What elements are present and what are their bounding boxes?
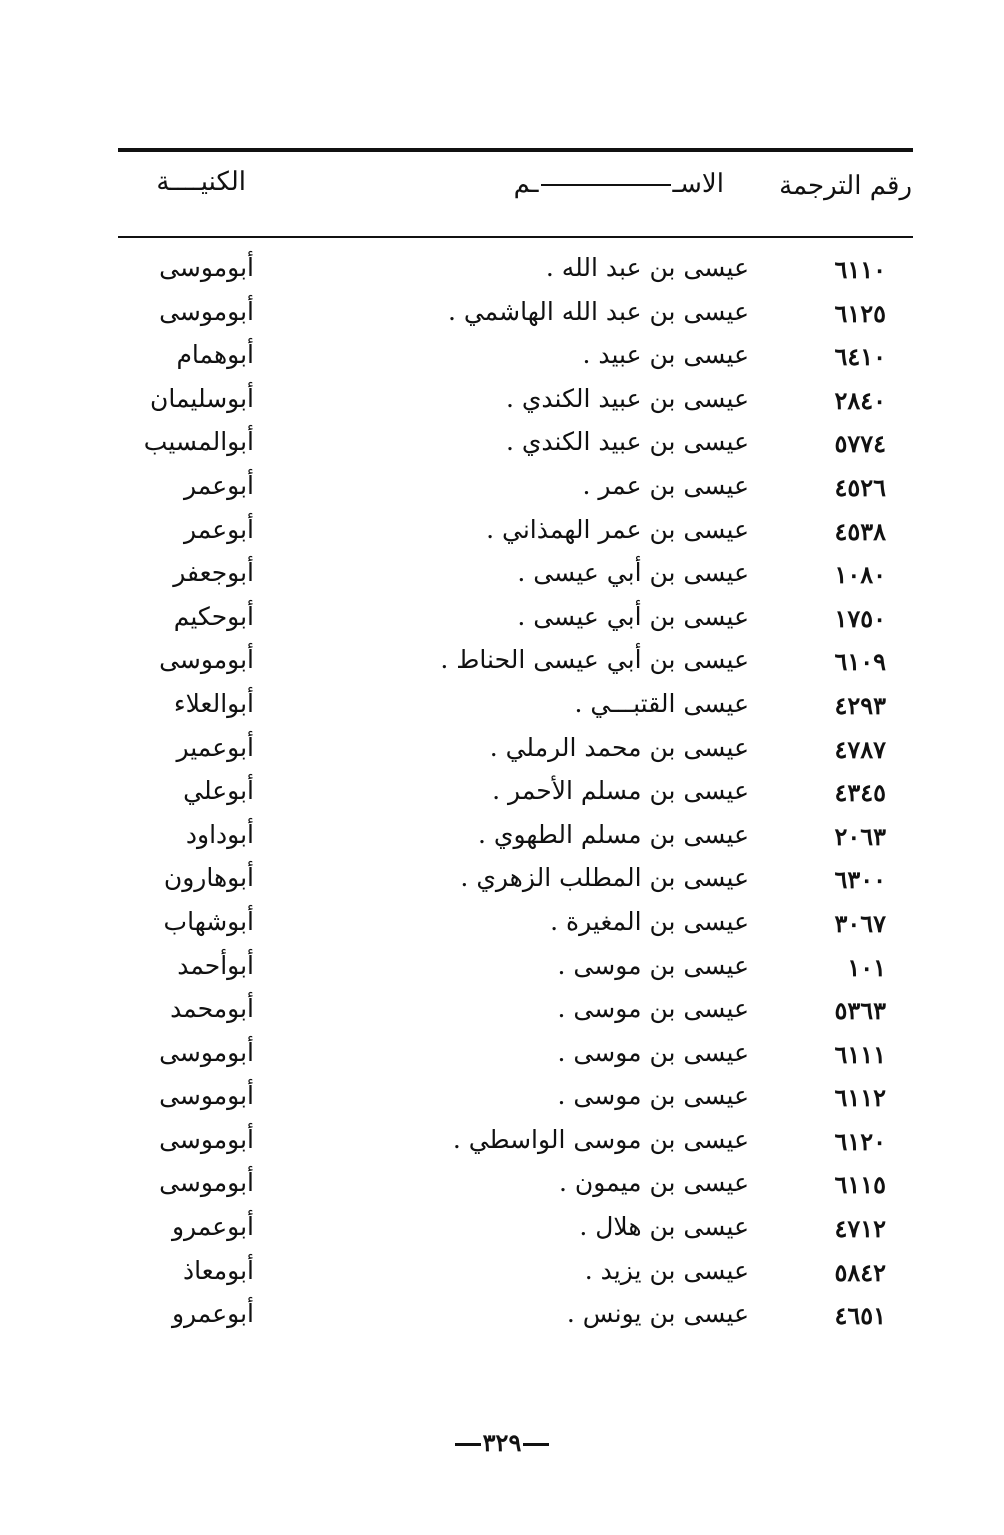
table-row bbox=[0, 336, 1004, 380]
name-header-tatweel bbox=[541, 184, 671, 186]
entry-number: ٦٣٠٠ bbox=[834, 865, 886, 895]
entry-name: عيسى بن أبي عيسى . bbox=[517, 601, 749, 631]
table-row bbox=[0, 1208, 1004, 1252]
entry-number: ٦١١٥ bbox=[834, 1170, 886, 1200]
entry-name: عيسى بن موسى . bbox=[557, 1081, 749, 1111]
entry-kunya: أبوموسى bbox=[159, 1124, 254, 1154]
entry-kunya: أبوموسى bbox=[159, 1168, 254, 1198]
entry-kunya: أبوالمسيب bbox=[143, 427, 254, 457]
table-row bbox=[0, 467, 1004, 511]
entry-name: عيسى بن عبيد الكندي . bbox=[505, 427, 749, 457]
entry-number: ٥٧٧٤ bbox=[834, 429, 886, 459]
entry-name: عيسى بن مسلم الأحمر . bbox=[492, 776, 749, 806]
entry-number: ١٠٨٠ bbox=[834, 560, 886, 590]
entry-name: عيسى بن يونس . bbox=[566, 1299, 749, 1329]
table-row bbox=[0, 1077, 1004, 1121]
entry-kunya: أبوعمرو bbox=[171, 1212, 254, 1242]
entry-number: ٦١١١ bbox=[834, 1039, 886, 1069]
entry-number: ١٠١ bbox=[847, 952, 886, 982]
table-row bbox=[0, 816, 1004, 860]
entry-number: ١٧٥٠ bbox=[834, 603, 886, 633]
entry-kunya: أبوموسى bbox=[159, 296, 254, 326]
entry-name: عيسى بن يزيد . bbox=[584, 1255, 749, 1285]
page-footer bbox=[0, 1428, 1004, 1457]
name-header-end: ـم bbox=[513, 169, 539, 199]
footer-dash-right bbox=[455, 1443, 481, 1446]
name-header-start: الاسـ bbox=[672, 169, 724, 199]
header-rule bbox=[118, 236, 913, 238]
table-body bbox=[0, 249, 1004, 1339]
table-row bbox=[0, 380, 1004, 424]
entry-number: ٤٥٢٦ bbox=[834, 472, 886, 502]
entry-number: ٤٣٤٥ bbox=[834, 778, 886, 808]
table-row bbox=[0, 423, 1004, 467]
table-row bbox=[0, 249, 1004, 293]
entry-number: ٣٠٦٧ bbox=[834, 908, 886, 938]
entry-name: عيسى بن عبيد . bbox=[582, 340, 749, 370]
entry-number: ٥٣٦٣ bbox=[834, 996, 886, 1026]
entry-kunya: أبوعلي bbox=[183, 776, 254, 806]
entry-number: ٦١١٠ bbox=[834, 255, 886, 284]
entry-kunya: أبوهمام bbox=[176, 340, 254, 370]
entry-kunya: أبومعاذ bbox=[182, 1255, 254, 1285]
entry-number: ٤٦٥١ bbox=[834, 1301, 886, 1331]
entry-kunya: أبوحكيم bbox=[173, 601, 254, 631]
entry-name: عيسى بن أبي عيسى . bbox=[517, 558, 749, 588]
entry-number: ٤٥٣٨ bbox=[834, 516, 886, 546]
entry-name: عيسى القتبـــي . bbox=[574, 688, 749, 718]
entry-kunya: أبوأحمد bbox=[177, 950, 254, 980]
table-row bbox=[0, 1121, 1004, 1165]
table-row bbox=[0, 1164, 1004, 1208]
table-row bbox=[0, 1034, 1004, 1078]
table-row bbox=[0, 903, 1004, 947]
table-row bbox=[0, 641, 1004, 685]
table-row bbox=[0, 859, 1004, 903]
entry-name: عيسى بن موسى . bbox=[557, 1037, 749, 1067]
entry-kunya: أبوداود bbox=[185, 819, 254, 849]
entry-kunya: أبوموسى bbox=[159, 253, 254, 282]
entry-kunya: أبوعمير bbox=[176, 732, 254, 762]
table-row bbox=[0, 554, 1004, 598]
entry-name: عيسى بن عمر الهمذاني . bbox=[486, 514, 749, 544]
name-column-header bbox=[494, 169, 724, 199]
top-rule bbox=[118, 148, 913, 152]
table-header bbox=[0, 165, 1004, 215]
kunya-column-header: الكنيــــة bbox=[156, 167, 246, 197]
entry-kunya: أبوموسى bbox=[159, 1081, 254, 1111]
table-row bbox=[0, 1295, 1004, 1339]
entry-name: عيسى بن المطلب الزهري . bbox=[460, 863, 749, 893]
entry-name: عيسى بن عمر . bbox=[582, 470, 749, 500]
entry-number: ٦١٢٠ bbox=[834, 1126, 886, 1156]
table-row bbox=[0, 729, 1004, 773]
table-row bbox=[0, 990, 1004, 1034]
table-row bbox=[0, 511, 1004, 555]
entry-number: ٢٠٦٣ bbox=[834, 821, 886, 851]
number-column-header: رقم الترجمة bbox=[779, 171, 912, 201]
table-row bbox=[0, 947, 1004, 991]
entry-kunya: أبوموسى bbox=[159, 1037, 254, 1067]
entry-name: عيسى بن مسلم الطهوي . bbox=[477, 819, 749, 849]
entry-name: عيسى بن موسى . bbox=[557, 950, 749, 980]
entry-name: عيسى بن عبد الله . bbox=[545, 253, 749, 282]
table-row bbox=[0, 685, 1004, 729]
entry-number: ٤٧١٢ bbox=[834, 1214, 886, 1244]
entry-kunya: أبوموسى bbox=[159, 645, 254, 675]
entry-kunya: أبوعمر bbox=[184, 514, 254, 544]
table-row bbox=[0, 293, 1004, 337]
entry-name: عيسى بن هلال . bbox=[579, 1212, 749, 1242]
table-row bbox=[0, 598, 1004, 642]
entry-name: عيسى بن ميمون . bbox=[558, 1168, 749, 1198]
entry-name: عيسى بن عبيد الكندي . bbox=[505, 383, 749, 413]
entry-kunya: أبوعمرو bbox=[171, 1299, 254, 1329]
entry-number: ٥٨٤٢ bbox=[834, 1257, 886, 1287]
entry-number: ٦٤١٠ bbox=[834, 342, 886, 372]
entry-number: ٦١١٢ bbox=[834, 1083, 886, 1113]
entry-name: عيسى بن أبي عيسى الحناط . bbox=[440, 645, 749, 675]
entry-name: عيسى بن موسى الواسطي . bbox=[452, 1124, 749, 1154]
entry-number: ٢٨٤٠ bbox=[834, 385, 886, 415]
entry-number: ٤٧٨٧ bbox=[834, 734, 886, 764]
table-row bbox=[0, 1252, 1004, 1296]
page-number: ٣٢٩ bbox=[482, 1428, 522, 1457]
entry-kunya: أبوسليمان bbox=[149, 383, 254, 413]
entry-kunya: أبوالعلاء bbox=[173, 688, 254, 718]
entry-kunya: أبوهارون bbox=[163, 863, 254, 893]
entry-number: ٦١٠٩ bbox=[834, 647, 886, 677]
entry-number: ٦١٢٥ bbox=[834, 298, 886, 328]
entry-name: عيسى بن محمد الرملي . bbox=[489, 732, 749, 762]
entry-kunya: أبومحمد bbox=[170, 994, 254, 1024]
entry-number: ٤٢٩٣ bbox=[834, 690, 886, 720]
entry-kunya: أبوشهاب bbox=[163, 906, 254, 936]
entry-kunya: أبوعمر bbox=[184, 470, 254, 500]
entry-kunya: أبوجعفر bbox=[173, 558, 254, 588]
table-row bbox=[0, 772, 1004, 816]
entry-name: عيسى بن عبد الله الهاشمي . bbox=[447, 296, 749, 326]
footer-dash-left bbox=[523, 1443, 549, 1446]
entry-name: عيسى بن موسى . bbox=[557, 994, 749, 1024]
entry-name: عيسى بن المغيرة . bbox=[550, 906, 749, 936]
